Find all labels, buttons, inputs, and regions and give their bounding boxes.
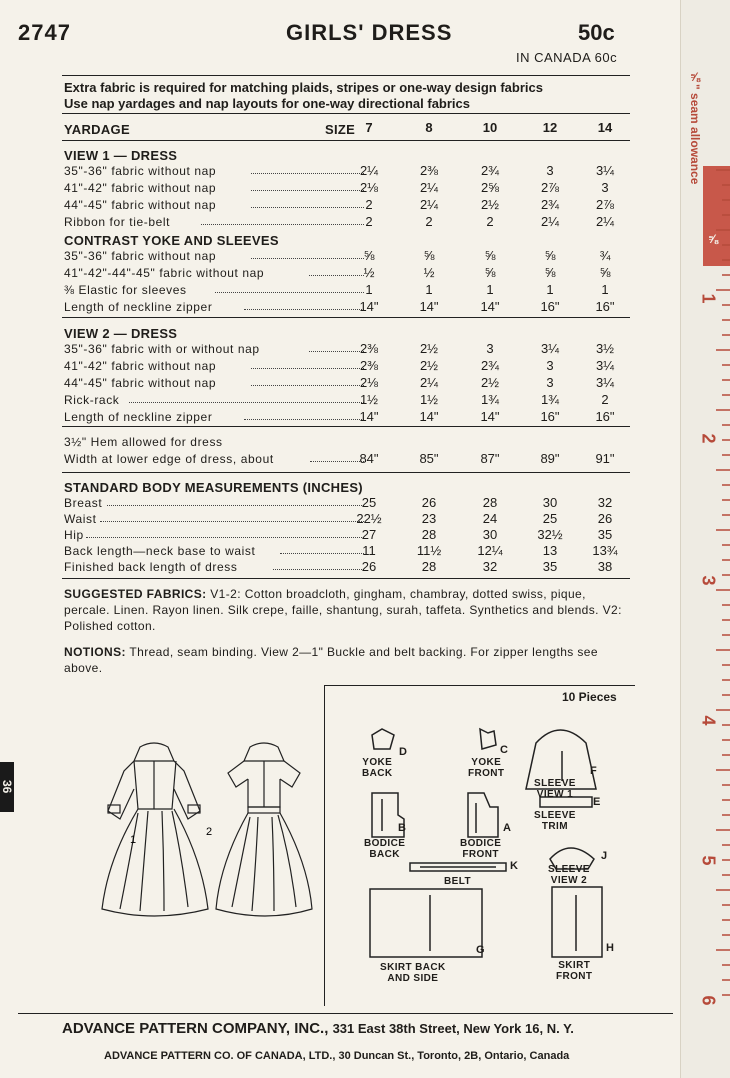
row-value: 23: [421, 511, 437, 526]
view1-dress-figure: [102, 743, 208, 916]
note-line-1: Extra fabric is required for matching plaids, stripes or one-way design fabrics: [64, 80, 543, 95]
row-value: 32½: [537, 527, 563, 542]
divider: [62, 140, 630, 141]
row-value: ⅝: [484, 265, 496, 280]
row-value: 2: [425, 214, 433, 229]
divider: [62, 472, 630, 473]
canada-price: IN CANADA 60c: [516, 50, 618, 65]
row-value: 1¾: [480, 392, 500, 407]
pattern-number: 2747: [18, 20, 71, 45]
row-value: 3: [601, 180, 609, 195]
piece-skirt-back: [370, 889, 482, 957]
piece-label-belt: BELT: [444, 876, 471, 887]
row-value: 2: [486, 214, 494, 229]
piece-bodice-front: [468, 793, 498, 837]
row-value: 87": [480, 451, 500, 466]
piece-label-skirt-back: SKIRT BACK AND SIDE: [380, 962, 446, 984]
leader-dots: [201, 224, 364, 225]
row-label: Length of neckline zipper: [64, 410, 213, 424]
size-col-14: 14: [597, 120, 613, 135]
row-value: 28: [482, 495, 498, 510]
row-value: 2⅛: [359, 375, 379, 390]
row-value: 16": [540, 299, 560, 314]
row-value: 2¼: [359, 163, 379, 178]
row-value: 3¼: [540, 341, 560, 356]
row-value: 16": [595, 299, 615, 314]
row-value: 32: [482, 559, 498, 574]
price: 50c: [578, 20, 615, 45]
row-value: 2⅞: [595, 197, 615, 212]
row-value: 27: [361, 527, 377, 542]
row-value: 2½: [480, 375, 500, 390]
row-value: 11: [362, 543, 376, 558]
row-value: 3: [546, 163, 554, 178]
row-value: 35: [597, 527, 613, 542]
row-label: 44"-45" fabric without nap: [64, 198, 217, 212]
view2-number: 2: [206, 826, 213, 838]
company-address: 331 East 38th Street, New York 16, N. Y.: [332, 1021, 574, 1036]
dress-illustrations: [100, 735, 320, 945]
row-value: 2: [601, 392, 609, 407]
suggested-fabrics: [64, 586, 630, 634]
row-value: ⅝: [599, 265, 611, 280]
measuring-ticks: [700, 160, 730, 1040]
row-value: ⅝: [363, 248, 375, 263]
piece-label-sleeve-trim: SLEEVE TRIM: [534, 810, 576, 832]
row-value: ⅝: [544, 265, 556, 280]
row-value: ½: [363, 265, 375, 280]
fabrics-label: SUGGESTED FABRICS:: [64, 587, 207, 601]
view1-heading: VIEW 1 — DRESS: [64, 148, 178, 163]
row-value: 2½: [419, 358, 439, 373]
row-label: Waist: [64, 512, 97, 526]
size-heading: SIZE: [325, 122, 356, 137]
row-value: 28: [421, 527, 437, 542]
row-value: 14": [480, 409, 500, 424]
hem-note: 3½" Hem allowed for dress: [64, 435, 223, 449]
row-value: 14": [480, 299, 500, 314]
row-label: 41"-42"-44"-45" fabric without nap: [64, 266, 265, 280]
row-value: 30: [542, 495, 558, 510]
piece-label-bodice-back: BODICE BACK: [364, 838, 406, 860]
row-value: 85": [419, 451, 439, 466]
row-value: 26: [597, 511, 613, 526]
row-value: 2⅛: [359, 180, 379, 195]
yardage-heading: YARDAGE: [64, 122, 130, 137]
piece-label-sleeve-view1: SLEEVE VIEW 1: [534, 778, 576, 800]
row-label: 35"-36" fabric without nap: [64, 249, 217, 263]
row-value: 2¼: [540, 214, 560, 229]
row-value: 3¼: [595, 163, 615, 178]
row-value: 14": [359, 409, 379, 424]
notions: [64, 644, 630, 676]
leader-dots: [215, 292, 364, 293]
row-label: 35"-36" fabric without nap: [64, 164, 217, 178]
row-value: ⅝: [544, 248, 556, 263]
row-value: 1: [546, 282, 554, 297]
size-col-7: 7: [365, 120, 373, 135]
row-label: Breast: [64, 496, 103, 510]
size-col-12: 12: [542, 120, 558, 135]
row-value: 2¼: [419, 180, 439, 195]
footer-company-line: [62, 1020, 574, 1037]
row-value: 3: [546, 375, 554, 390]
divider: [62, 113, 630, 114]
notions-label: NOTIONS:: [64, 645, 126, 659]
piece-letter-c: C: [500, 744, 508, 756]
row-value: ½: [423, 265, 435, 280]
row-label: 41"-42" fabric without nap: [64, 181, 217, 195]
row-label: Back length—neck base to waist: [64, 544, 256, 558]
row-value: 2: [365, 214, 373, 229]
piece-letter-j: J: [601, 850, 608, 862]
inch-4: 4: [698, 715, 719, 726]
size-col-8: 8: [425, 120, 433, 135]
row-value: 1: [365, 282, 373, 297]
piece-letter-a: A: [503, 822, 511, 834]
row-label: ⅜ Elastic for sleeves: [64, 283, 187, 297]
row-value: 3¼: [595, 358, 615, 373]
row-label: Length of neckline zipper: [64, 300, 213, 314]
notions-text: Thread, seam binding. View 2—1" Buckle and belt backing. For zipper lengths see above.: [64, 645, 598, 675]
row-label: 44"-45" fabric without nap: [64, 376, 217, 390]
piece-label-skirt-front: SKIRT FRONT: [556, 960, 593, 982]
pattern-title: GIRLS' DRESS: [286, 20, 453, 45]
inch-6: 6: [698, 995, 719, 1006]
row-value: 11½: [416, 543, 442, 558]
row-value: 84": [359, 451, 379, 466]
divider: [62, 426, 630, 427]
note-line-2: Use nap yardages and nap layouts for one-way directional fabrics: [64, 96, 471, 111]
edge-tag: 36: [0, 762, 14, 812]
row-label: Width at lower edge of dress, about: [64, 452, 274, 466]
row-value: 2¾: [540, 197, 560, 212]
row-value: 26: [361, 559, 377, 574]
row-value: 14": [359, 299, 379, 314]
row-value: 22½: [356, 511, 382, 526]
piece-yoke-back: [372, 729, 394, 749]
piece-letter-h: H: [606, 942, 614, 954]
row-value: 12¼: [477, 543, 503, 558]
row-value: 1¾: [540, 392, 560, 407]
row-value: 14": [419, 299, 439, 314]
row-value: 28: [421, 559, 437, 574]
piece-label-bodice-front: BODICE FRONT: [460, 838, 502, 860]
row-label: Ribbon for tie-belt: [64, 215, 171, 229]
divider: [62, 75, 630, 76]
contrast-heading: CONTRAST YOKE AND SLEEVES: [64, 233, 279, 248]
row-value: 2¾: [480, 163, 500, 178]
row-value: 14": [419, 409, 439, 424]
row-value: 2¾: [480, 358, 500, 373]
size-col-10: 10: [482, 120, 498, 135]
row-value: 1½: [359, 392, 379, 407]
row-value: 2½: [480, 197, 500, 212]
piece-letter-k: K: [510, 860, 518, 872]
row-value: 2⅜: [419, 163, 439, 178]
piece-label-yoke-back: YOKE BACK: [362, 757, 393, 779]
canada-address: ADVANCE PATTERN CO. OF CANADA, LTD., 30 Duncan St., Toronto, 2B, Ontario, Canada: [104, 1050, 570, 1062]
row-value: 2½: [419, 341, 439, 356]
row-value: 2¼: [595, 214, 615, 229]
row-label: Finished back length of dress: [64, 560, 238, 574]
row-value: 26: [421, 495, 437, 510]
row-value: ⅝: [484, 248, 496, 263]
row-value: 2¼: [419, 375, 439, 390]
pieces-count: 10 Pieces: [562, 690, 617, 704]
piece-letter-b: B: [398, 822, 406, 834]
row-value: 1: [425, 282, 433, 297]
row-label: 41"-42" fabric without nap: [64, 359, 217, 373]
row-value: 13: [542, 543, 558, 558]
row-value: 3: [486, 341, 494, 356]
leader-dots: [100, 521, 364, 522]
view2-heading: VIEW 2 — DRESS: [64, 326, 178, 341]
row-value: 32: [597, 495, 613, 510]
divider: [62, 317, 630, 318]
row-value: 16": [540, 409, 560, 424]
inch-1: 1: [698, 293, 719, 304]
seam-allowance-label: ⅝" seam allowance: [688, 70, 702, 185]
piece-letter-e: E: [593, 796, 601, 808]
inch-3: 3: [698, 575, 719, 586]
piece-letter-d: D: [399, 746, 407, 758]
row-value: ¾: [599, 248, 611, 263]
inch-2: 2: [698, 433, 719, 444]
divider: [62, 578, 630, 579]
piece-label-yoke-front: YOKE FRONT: [468, 757, 505, 779]
row-value: 3½: [595, 341, 615, 356]
body-heading: STANDARD BODY MEASUREMENTS (INCHES): [64, 480, 363, 495]
row-value: 3: [546, 358, 554, 373]
company-name: ADVANCE PATTERN COMPANY, INC.,: [62, 1020, 329, 1037]
leader-dots: [129, 402, 364, 403]
row-value: 30: [482, 527, 498, 542]
fabrics-text: V1-2: Cotton broadcloth, gingham, chambray, dotted swiss, pique, percale. Linen. Rayon linen. Silk crepe, faille, shantung, surah, taffeta. Synthetics and blends. V2: Polished cotton.: [64, 587, 622, 633]
row-value: 2⅜: [359, 358, 379, 373]
row-value: 16": [595, 409, 615, 424]
piece-letter-f: F: [590, 765, 597, 777]
row-value: 2⅞: [540, 180, 560, 195]
row-value: 2⅝: [480, 180, 500, 195]
row-value: 24: [482, 511, 498, 526]
row-value: 2⅜: [359, 341, 379, 356]
row-value: 1½: [419, 392, 439, 407]
piece-letter-g: G: [476, 944, 485, 956]
row-value: 13¾: [592, 543, 618, 558]
row-value: 38: [597, 559, 613, 574]
divider: [18, 1013, 673, 1014]
row-value: 1: [601, 282, 609, 297]
row-value: 2¼: [419, 197, 439, 212]
row-label: Hip: [64, 528, 84, 542]
leader-dots: [86, 537, 364, 538]
piece-skirt-front: [552, 887, 602, 957]
piece-label-sleeve-view2: SLEEVE VIEW 2: [548, 864, 590, 886]
row-value: 1: [486, 282, 494, 297]
leader-dots: [107, 505, 364, 506]
row-value: 35: [542, 559, 558, 574]
piece-yoke-front: [480, 729, 496, 749]
view1-number: 1: [130, 834, 137, 846]
seam-mark: ⅝: [708, 232, 719, 246]
row-value: 91": [595, 451, 615, 466]
row-value: 3¼: [595, 375, 615, 390]
row-value: 89": [540, 451, 560, 466]
row-label: 35"-36" fabric with or without nap: [64, 342, 260, 356]
row-value: 25: [542, 511, 558, 526]
row-label: Rick-rack: [64, 393, 120, 407]
row-value: ⅝: [423, 248, 435, 263]
view2-dress-figure: [216, 743, 312, 916]
inch-5: 5: [698, 855, 719, 866]
row-value: 2: [365, 197, 373, 212]
row-value: 25: [361, 495, 377, 510]
